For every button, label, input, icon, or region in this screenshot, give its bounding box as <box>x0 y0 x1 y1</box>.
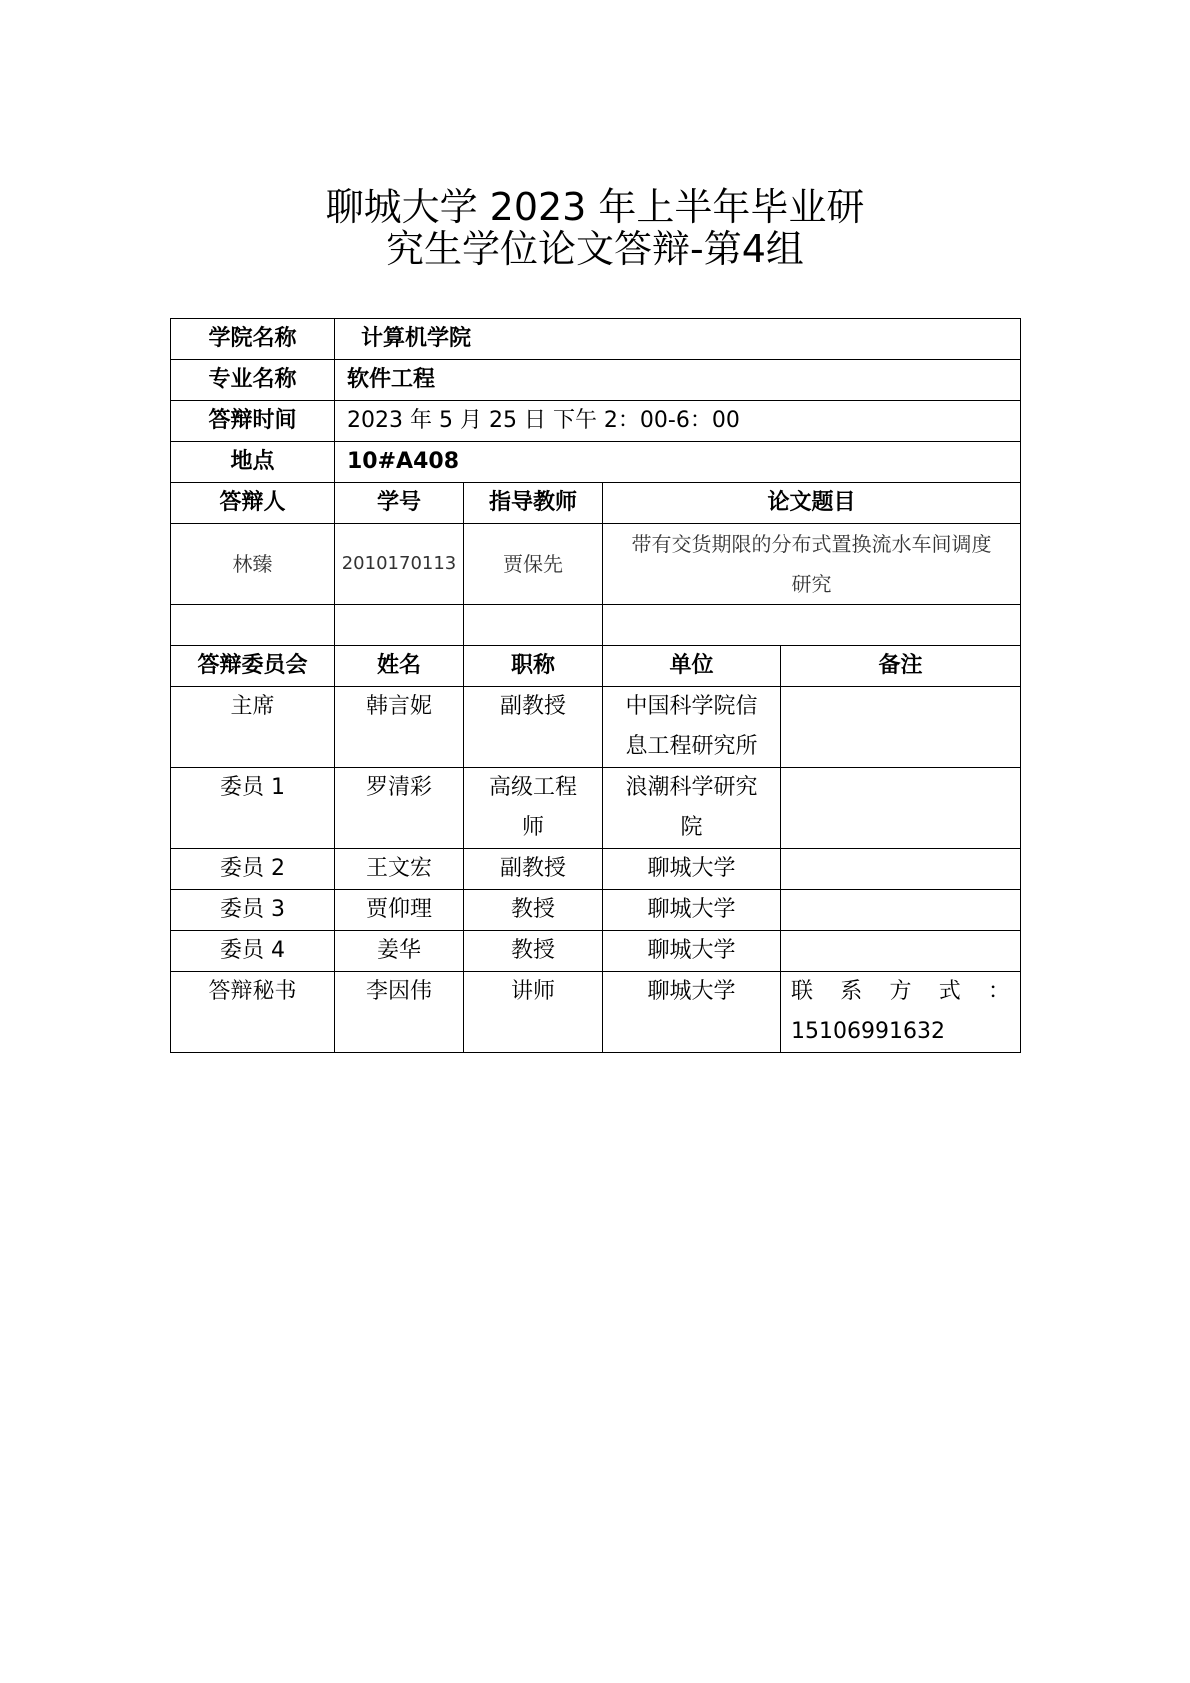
title-line-2: 究生学位论文答辩-第4组 <box>386 227 804 271</box>
header-unit: 单位 <box>603 646 781 687</box>
unit-line-2: 院 <box>680 815 703 840</box>
document-title <box>0 186 1190 270</box>
committee-role: 委员 3 <box>171 890 335 931</box>
empty-cell <box>335 605 464 646</box>
committee-role: 委员 2 <box>171 849 335 890</box>
header-thesis: 论文题目 <box>603 483 1021 524</box>
empty-row <box>171 605 1021 646</box>
header-title: 职称 <box>464 646 603 687</box>
unit-line-1: 中国科学院信 <box>625 694 758 719</box>
committee-note <box>781 890 1021 931</box>
committee-row <box>171 768 1021 849</box>
committee-unit: 聊城大学 <box>603 849 781 890</box>
committee-note <box>781 768 1021 849</box>
committee-title: 教授 <box>464 890 603 931</box>
committee-unit <box>603 687 781 768</box>
contact-char: 方 <box>889 979 912 1004</box>
committee-unit: 聊城大学 <box>603 931 781 972</box>
header-defender: 答辩人 <box>171 483 335 524</box>
major-label: 专业名称 <box>171 360 335 401</box>
empty-cell <box>171 605 335 646</box>
committee-note <box>781 849 1021 890</box>
committee-unit <box>603 768 781 849</box>
committee-row <box>171 687 1021 768</box>
thesis-line-2: 研究 <box>791 572 832 596</box>
header-advisor: 指导教师 <box>464 483 603 524</box>
secretary-row <box>171 972 1021 1053</box>
header-student-id: 学号 <box>335 483 464 524</box>
empty-cell <box>603 605 1021 646</box>
college-value: 计算机学院 <box>335 319 1021 360</box>
committee-unit: 聊城大学 <box>603 890 781 931</box>
committee-title <box>464 768 603 849</box>
committee-title: 教授 <box>464 931 603 972</box>
committee-row <box>171 890 1021 931</box>
secretary-role: 答辩秘书 <box>171 972 335 1053</box>
defense-table <box>170 318 1021 1053</box>
secretary-title: 讲师 <box>464 972 603 1053</box>
contact-phone: 15106991632 <box>791 1019 945 1044</box>
committee-note <box>781 687 1021 768</box>
contact-char: 系 <box>840 979 863 1004</box>
contact-label <box>785 972 1016 1012</box>
title-line-1: 聊城大学 2023 年上半年毕业研 <box>325 185 865 229</box>
student-name: 林臻 <box>171 524 335 605</box>
committee-name: 贾仰理 <box>335 890 464 931</box>
unit-line-1: 浪潮科学研究 <box>625 775 758 800</box>
place-label: 地点 <box>171 442 335 483</box>
secretary-name: 李因伟 <box>335 972 464 1053</box>
major-value: 软件工程 <box>335 360 1021 401</box>
committee-role: 主席 <box>171 687 335 768</box>
title-line-2: 师 <box>521 815 544 840</box>
committee-role: 委员 1 <box>171 768 335 849</box>
student-row <box>171 524 1021 605</box>
place-row <box>171 442 1021 483</box>
committee-row <box>171 931 1021 972</box>
time-value: 2023 年 5 月 25 日 下午 2：00-6：00 <box>335 401 1021 442</box>
header-note: 备注 <box>781 646 1021 687</box>
committee-role: 委员 4 <box>171 931 335 972</box>
time-row <box>171 401 1021 442</box>
contact-char: 联 <box>791 979 814 1004</box>
committee-title: 副教授 <box>464 687 603 768</box>
thesis-line-1: 带有交货期限的分布式置换流水车间调度 <box>631 532 992 556</box>
place-value: 10#A408 <box>335 442 1021 483</box>
committee-name: 罗清彩 <box>335 768 464 849</box>
empty-cell <box>464 605 603 646</box>
college-row <box>171 319 1021 360</box>
student-advisor: 贾保先 <box>464 524 603 605</box>
student-thesis <box>603 524 1021 605</box>
contact-char: 式 <box>938 979 961 1004</box>
committee-name: 韩言妮 <box>335 687 464 768</box>
committee-row <box>171 849 1021 890</box>
committee-note <box>781 931 1021 972</box>
student-id: 2010170113 <box>335 524 464 605</box>
time-label: 答辩时间 <box>171 401 335 442</box>
unit-line-2: 息工程研究所 <box>625 734 758 759</box>
committee-name: 王文宏 <box>335 849 464 890</box>
committee-title: 副教授 <box>464 849 603 890</box>
contact-char: ： <box>988 979 1011 1004</box>
committee-header-row <box>171 646 1021 687</box>
committee-name: 姜华 <box>335 931 464 972</box>
college-label: 学院名称 <box>171 319 335 360</box>
header-committee: 答辩委员会 <box>171 646 335 687</box>
major-row <box>171 360 1021 401</box>
secretary-contact <box>781 972 1021 1053</box>
secretary-unit: 聊城大学 <box>603 972 781 1053</box>
header-name: 姓名 <box>335 646 464 687</box>
title-line-1: 高级工程 <box>488 775 577 800</box>
student-header-row <box>171 483 1021 524</box>
